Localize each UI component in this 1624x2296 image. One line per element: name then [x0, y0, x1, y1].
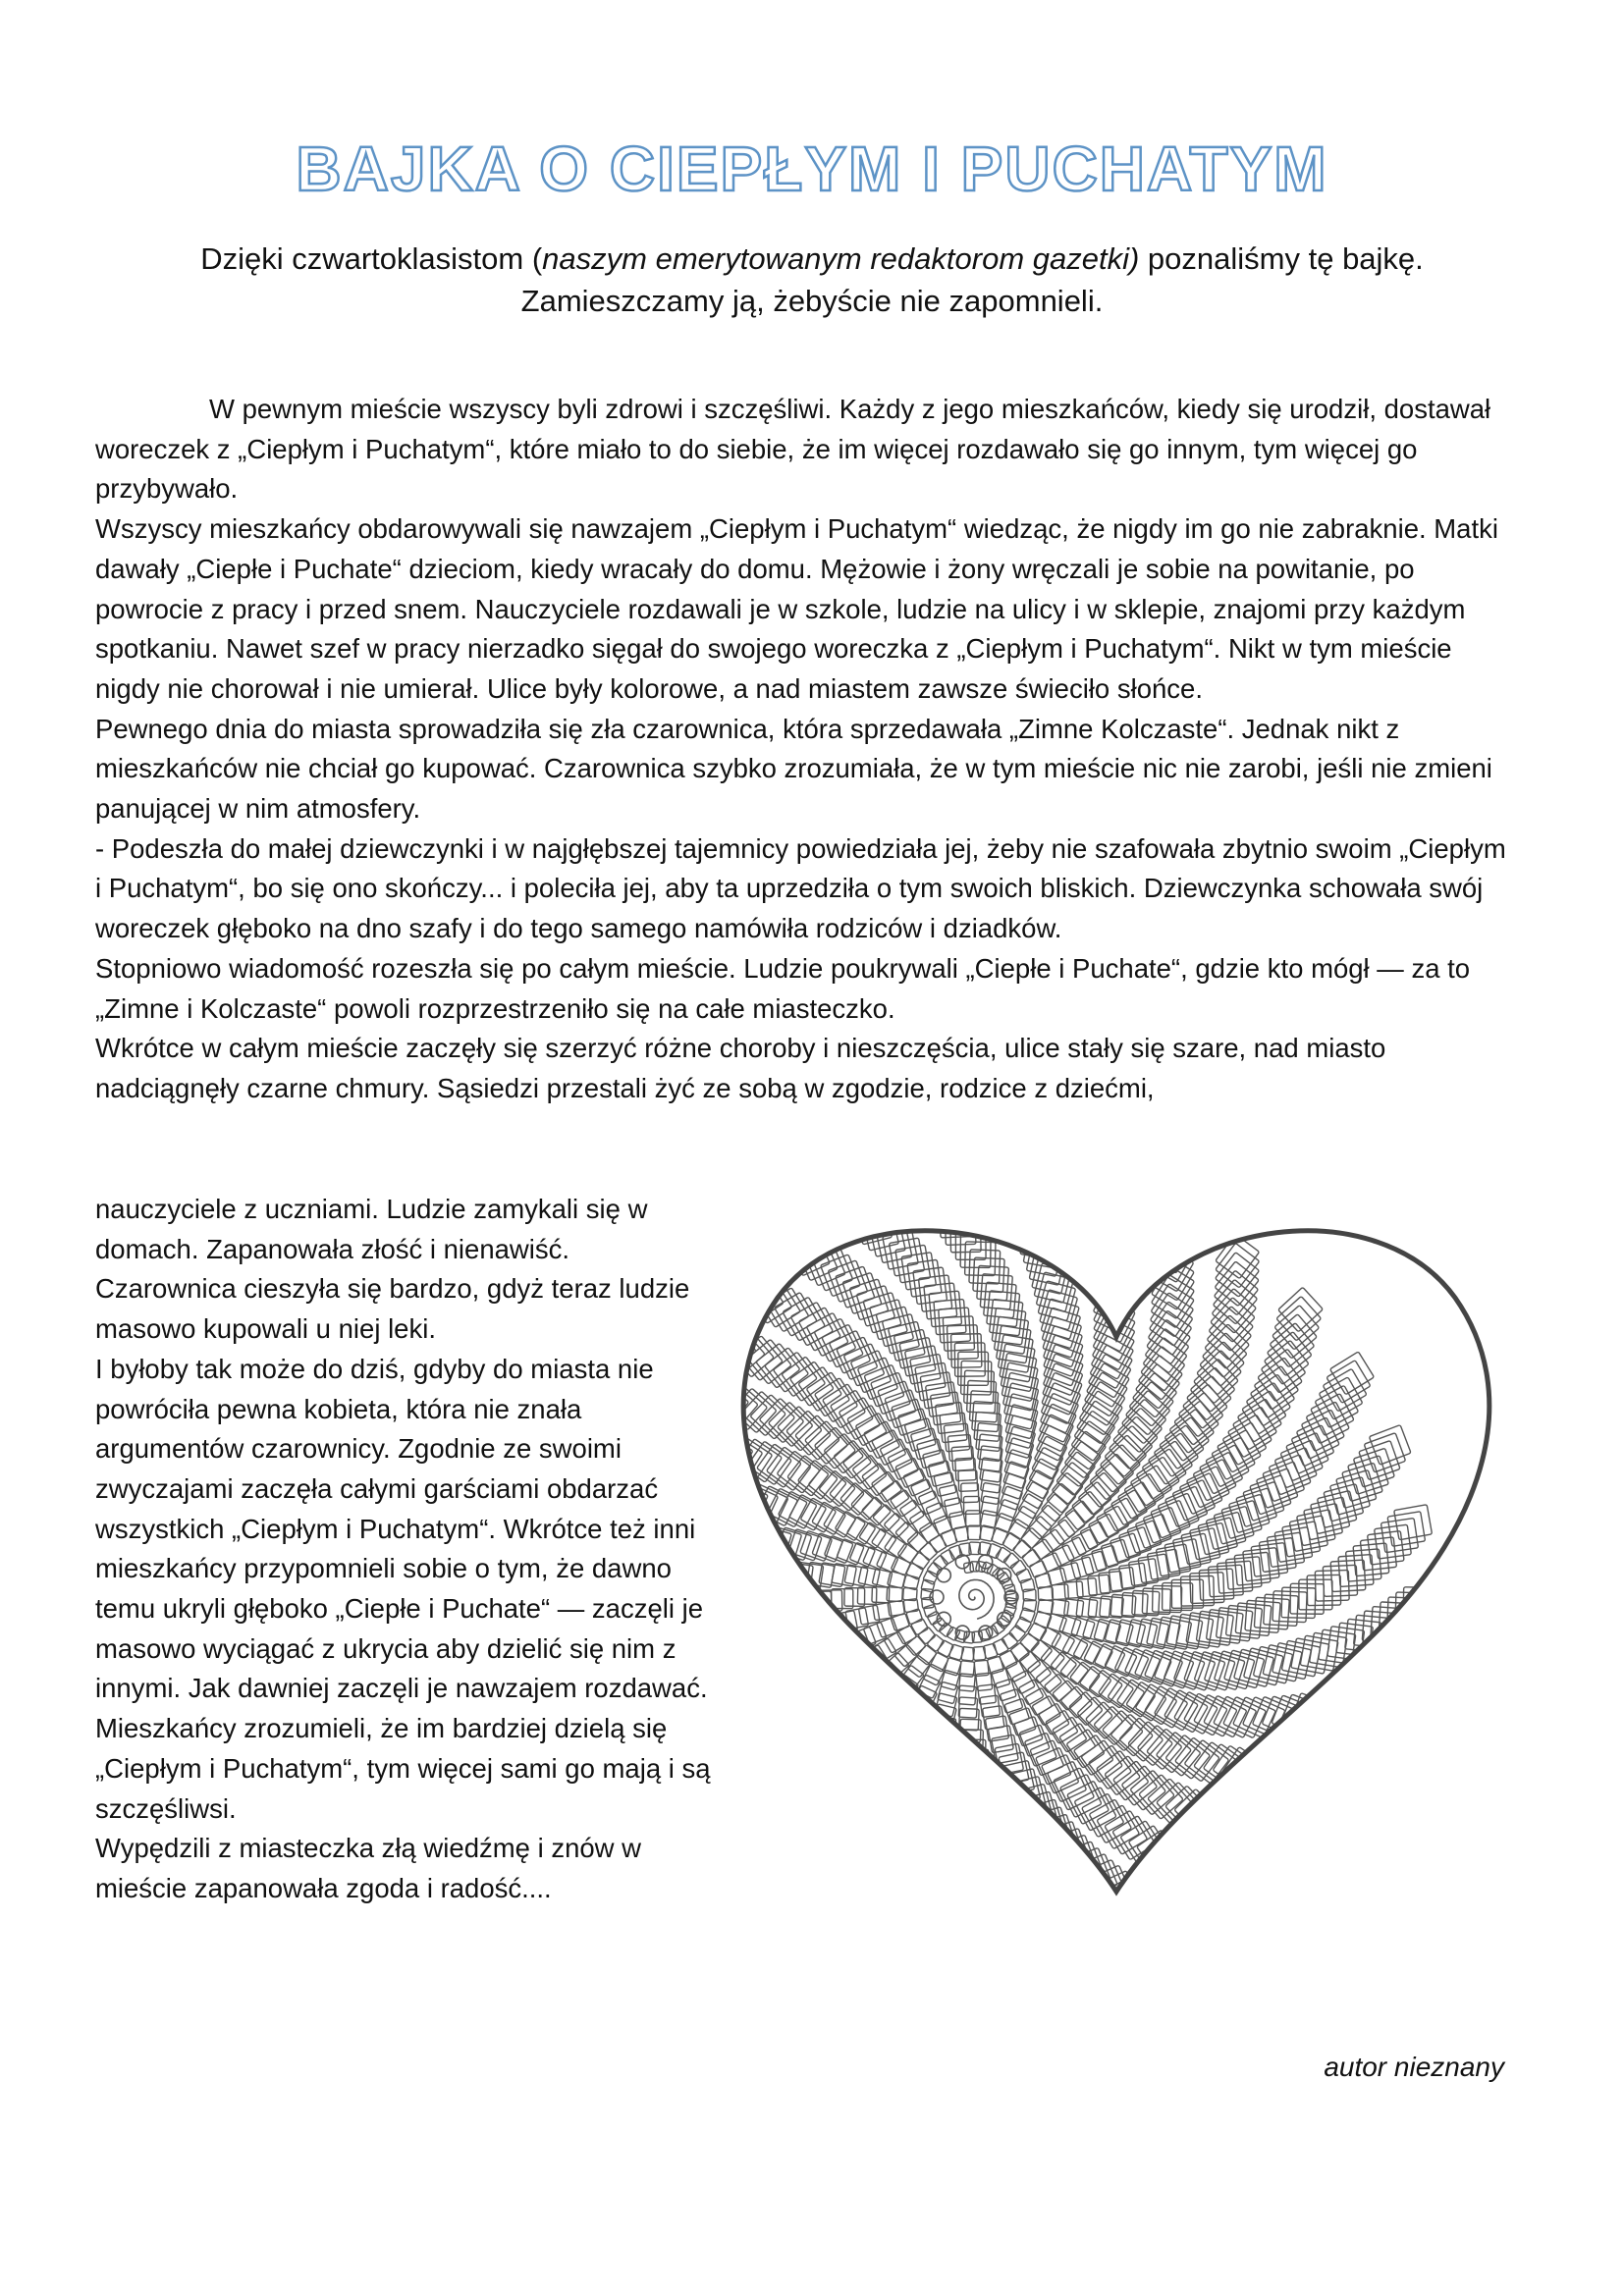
intro	[0, 238, 1624, 322]
paragraph: Wszyscy mieszkańcy obdarowywali się nawzajem „Ciepłym i Puchatym“ wiedząc, że nigdy im go nie zabraknie. Matki dawały „Ciepłe i Puchate“ dzieciom, kiedy wracały do domu. Mężowie i żony wręczali je sobie na powitanie, po powrocie z pracy i przed snem. Nauczyciele rozdawali je w szkole, ludzie na ulicy i w sklepie, znajomi przy każdym spotkaniu. Nawet szef w pracy nierzadko sięgał do swojego woreczka z „Ciepłym i Puchatym“. Nikt w tym mieście nigdy nie chorował i nie umierał. Ulice były kolorowe, a nad miastem zawsze świeciło słońce.	[95, 513, 1498, 704]
paragraph: Czarownica cieszyła się bardzo, gdyż teraz ludzie masowo kupowali u niej leki.	[95, 1273, 690, 1345]
paragraph: W pewnym mieście wszyscy byli zdrowi i szczęśliwi. Każdy z jego mieszkańców, kiedy się urodził, dostawał woreczek z „Ciepłym i Puchatym“, które miało to do siebie, że im więcej rozdawało się go innym, tym więcej go przybywało.	[95, 394, 1491, 505]
intro-text: Dzięki czwartoklasistom (	[200, 241, 543, 276]
intro-line-1	[0, 238, 1624, 280]
mosaic-tiles	[738, 1200, 1437, 1898]
paragraph: Stopniowo wiadomość rozeszła się po całym mieście. Ludzie poukrywali „Ciepłe i Puchate“, gdzie kto mógł — za to „Zimne i Kolczaste“ powoli rozprzestrzeniło się na całe miasteczko.	[95, 952, 1471, 1024]
paragraph: Pewnego dnia do miasta sprowadziła się zła czarownica, która sprzedawała „Zimne Kolczaste“. Jednak nikt z mieszkańców nie chciał go kupować. Czarownica szybko zrozumiała, że w tym mieście nic nie zarobi, jeśli nie zmieni panującej w nim atmosfery.	[95, 713, 1492, 825]
story-column	[95, 1190, 724, 1909]
intro-text: poznaliśmy tę bajkę.	[1139, 241, 1424, 276]
mosaic-heart-illustration	[738, 1200, 1494, 1898]
page-title: BAJKA O CIEPŁYM I PUCHATYM	[296, 133, 1328, 204]
paragraph: - Podeszła do małej dziewczynki i w najgłębszej tajemnicy powiedziała jej, żeby nie szafowała zbytnio swoim „Ciepłym i Puchatym“, bo się ono skończy... i poleciła jej, aby ta uprzedziła o tym swoich bliskich. Dziewczynka schowała swój woreczek głęboko na dno szafy i do tego samego namówiła rodziców i dziadków.	[95, 832, 1506, 944]
author-credit: autor nieznany	[1324, 2052, 1504, 2082]
intro-line-2: Zamieszczamy ją, żebyście nie zapomnieli.	[520, 284, 1104, 318]
paragraph: Mieszkańcy zrozumieli, że im bardziej dzielą się „Ciepłym i Puchatym“, tym więcej sami go mają i są szczęśliwsi.	[95, 1713, 711, 1824]
intro-italic: naszym emerytowanym redaktorom gazetki)	[542, 241, 1140, 276]
paragraph: nauczyciele z uczniami. Ludzie zamykali się w domach. Zapanowała złość i nienawiść.	[95, 1194, 648, 1264]
paragraph: Wypędzili z miasteczka złą wiedźmę i znów w mieście zapanowała zgoda i radość....	[95, 1833, 642, 1903]
paragraph: I byłoby tak może do dziś, gdyby do miasta nie powróciła pewna kobieta, która nie znała argumentów czarownicy. Zgodnie ze swoimi zwyczajami zaczęła całymi garściami obdarzać wszystkich „Ciepłym i Puchatym“. Wkrótce też inni mieszkańcy przypomnieli sobie o tym, że dawno temu ukryli głęboko „Ciepłe i Puchate“ — zaczęli je masowo wyciągać z ukrycia aby dzielić się nim z innymi. Jak dawniej zaczęli je nawzajem rozdawać.	[95, 1353, 708, 1704]
paragraph: Wkrótce w całym mieście zaczęły się szerzyć różne choroby i nieszczęścia, ulice stały się szare, nad miasto nadciągnęły czarne chmury. Sąsiedzi przestali żyć ze sobą w zgodzie, rodzice z dziećmi,	[95, 1033, 1386, 1103]
story-full-width	[95, 390, 1509, 1109]
